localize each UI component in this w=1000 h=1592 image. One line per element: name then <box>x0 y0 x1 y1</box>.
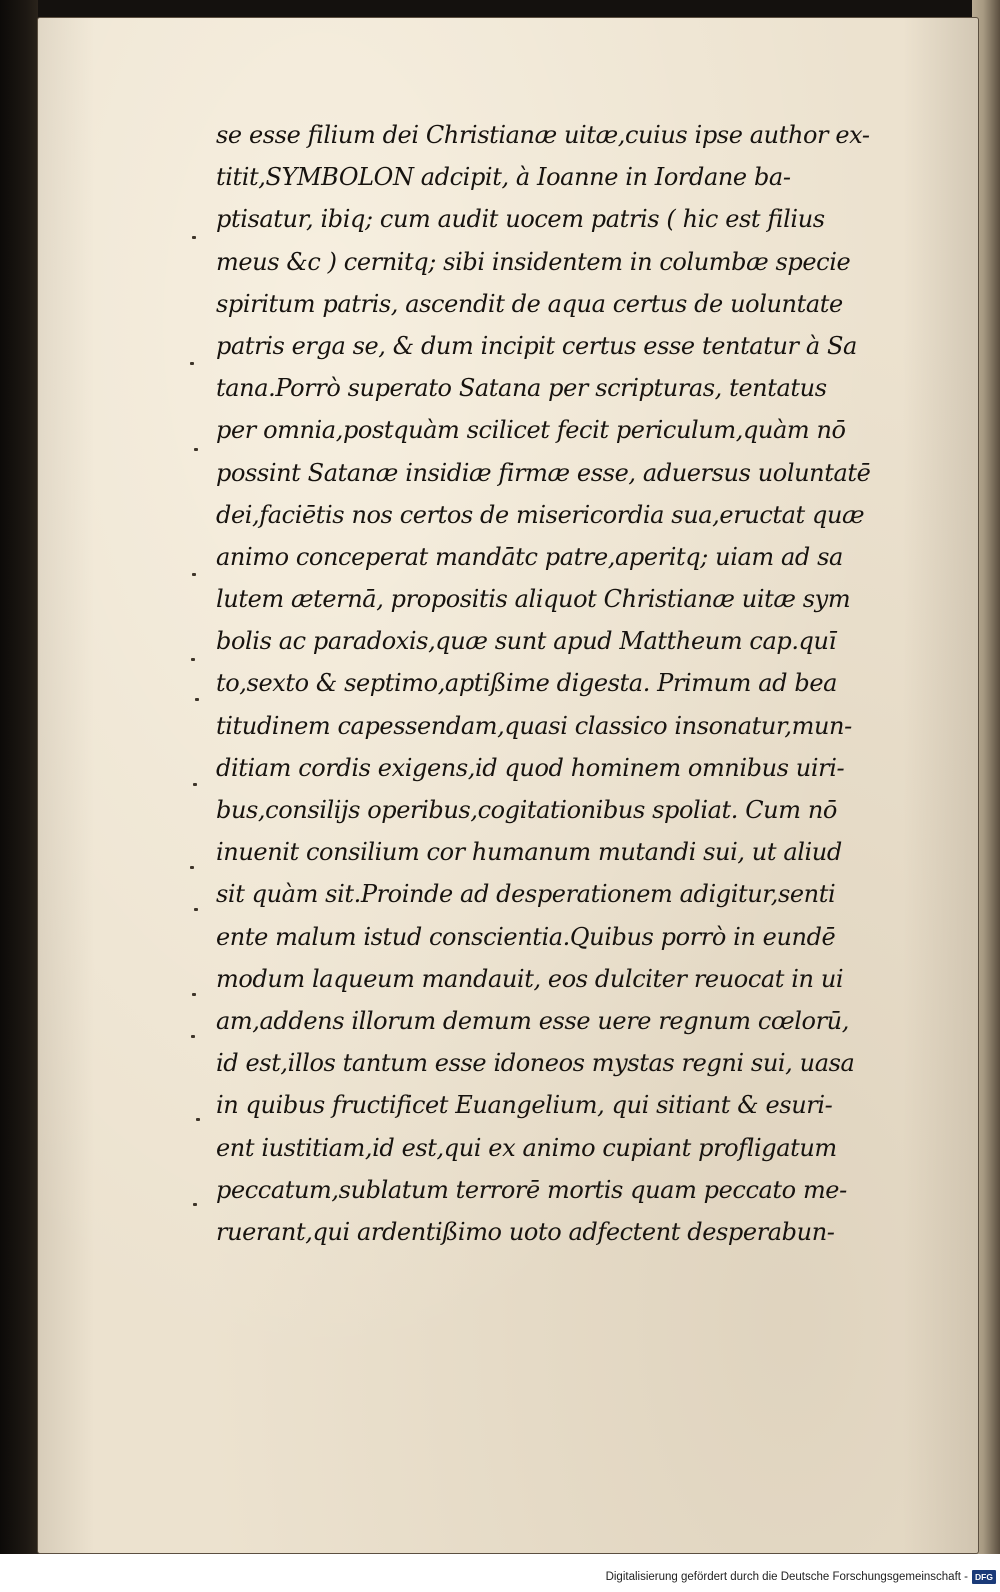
text-line: bolis ac paradoxis,quæ sunt apud Mattheum cap.quī <box>216 627 836 656</box>
margin-mark <box>191 1035 195 1038</box>
margin-mark <box>192 993 196 996</box>
text-line: ruerant,qui ardentißimo uoto adfectent desperabun- <box>216 1217 835 1246</box>
margin-mark <box>195 698 199 701</box>
text-line: ent iustitiam,id est,qui ex animo cupiant profligatum <box>216 1133 837 1162</box>
text-line: tana.Porrò superato Satana per scripturas, tentatus <box>216 374 827 403</box>
margin-mark <box>193 1203 197 1206</box>
text-line: id est,illos tantum esse idoneos mystas regni sui, uasa <box>216 1049 855 1078</box>
margin-mark <box>192 236 196 239</box>
text-line: possint Satanæ insidiæ firmæ esse, aduersus uoluntatē <box>216 458 871 487</box>
text-line: meus &c ) cernitq; sibi insidentem in columbæ specie <box>216 247 851 276</box>
text-line: bus,consilijs operibus,cogitationibus spoliat. Cum nō <box>216 796 837 824</box>
text-line: am,addens illorum demum esse uere regnum cœlorū, <box>216 1006 849 1035</box>
main-text-block <box>216 114 906 1253</box>
text-line: ditiam cordis exigens,id quod hominem omnibus uiri- <box>216 753 845 782</box>
book-binding-edge <box>0 0 38 1592</box>
text-line: spiritum patris, ascendit de aqua certus de uoluntate <box>216 289 843 318</box>
text-line: to,sexto & septimo,aptißime digesta. Primum ad bea <box>216 669 838 698</box>
text-line: patris erga se, & dum incipit certus esse tentatur à Sa <box>216 331 857 360</box>
dfg-logo-icon: DFG <box>972 1570 996 1584</box>
text-line: dei,faciētis nos certos de misericordia sua,eructat quæ <box>216 500 865 529</box>
book-page <box>38 18 978 1553</box>
margin-mark <box>191 658 195 661</box>
text-line: modum laqueum mandauit, eos dulciter reuocat in ui <box>216 964 844 993</box>
text-line: ptisatur, ibiq; cum audit uocem patris ( hic est filius <box>216 205 825 234</box>
text-line: peccatum,sublatum terrorē mortis quam peccato me- <box>216 1175 847 1204</box>
margin-mark <box>192 573 196 576</box>
margin-mark <box>194 448 198 451</box>
text-line: sit quàm sit.Proinde ad desperationem adigitur,senti <box>216 880 836 909</box>
text-line: se esse filium dei Christianæ uitæ,cuius ipse author ex- <box>216 121 870 149</box>
margin-mark <box>194 908 198 911</box>
funding-credit: Digitalisierung gefördert durch die Deutsche Forschungsgemeinschaft - <box>605 1571 968 1583</box>
text-line: lutem æternā, propositis aliquot Christianæ uitæ sym <box>216 585 851 614</box>
margin-mark <box>196 1118 200 1121</box>
margin-marks <box>188 118 208 1268</box>
text-line: titudinem capessendam,quasi classico insonatur,mun- <box>216 711 852 740</box>
margin-mark <box>190 362 194 365</box>
text-line: titit,SYMBOLON adcipit, à Ioanne in Iordane ba- <box>216 163 791 192</box>
text-line: animo conceperat mandātc patre,aperitq; uiam ad sa <box>216 542 843 571</box>
margin-mark <box>193 783 197 786</box>
text-line: per omnia,postquàm scilicet fecit periculum,quàm nō <box>216 416 846 445</box>
footer-bar <box>0 1554 1000 1592</box>
text-line: ente malum istud conscientia.Quibus porrò in eundē <box>216 922 836 951</box>
text-line: in quibus fructificet Euangelium, qui sitiant & esuri- <box>216 1091 833 1120</box>
text-line: inuenit consilium cor humanum mutandi sui, ut aliud <box>216 838 842 867</box>
margin-mark <box>190 866 194 869</box>
